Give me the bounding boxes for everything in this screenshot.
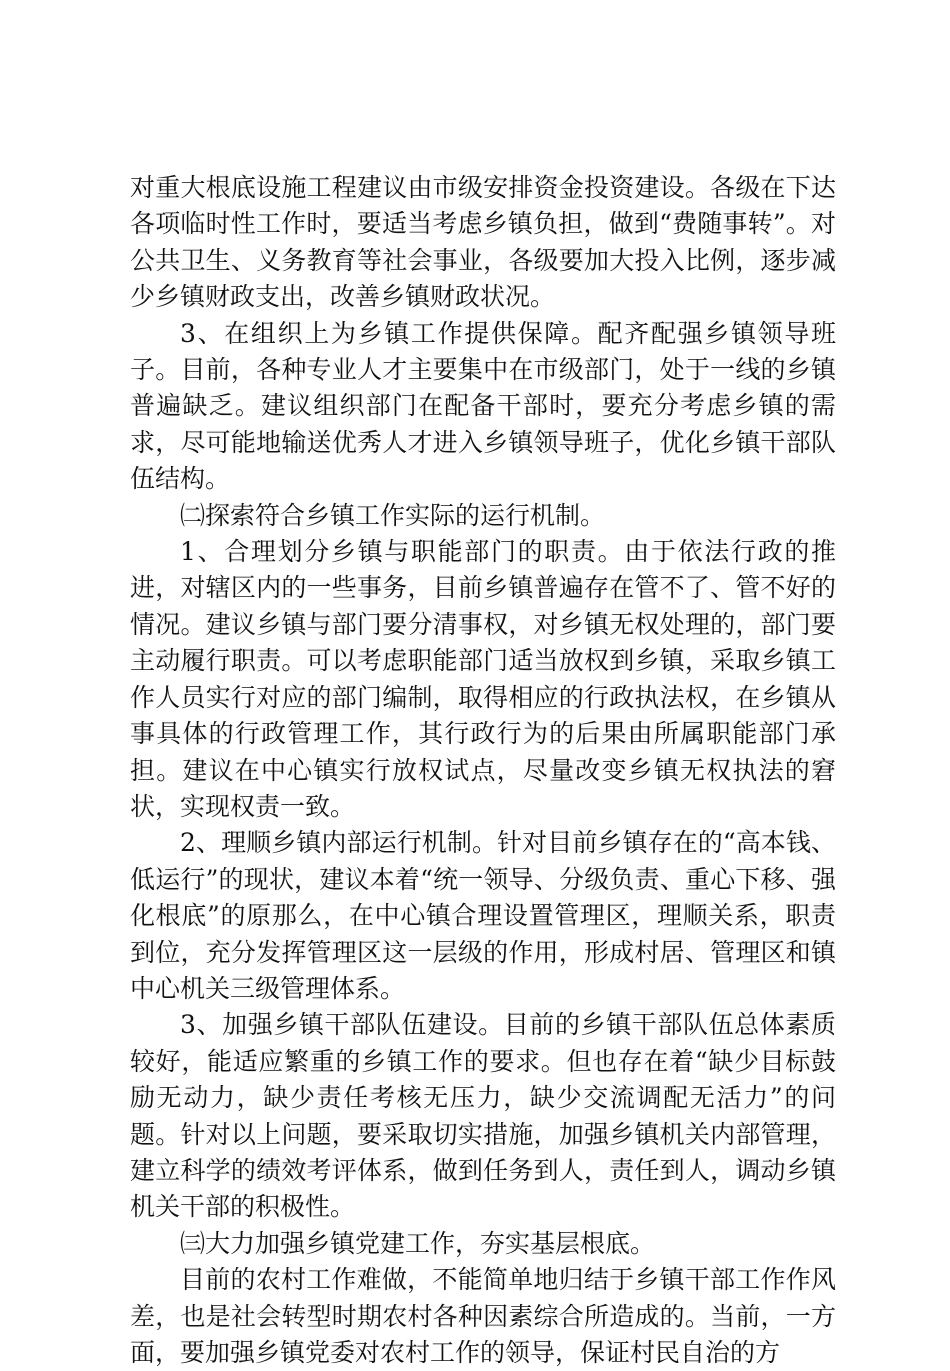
section-heading-3: ㈢大力加强乡镇党建工作，夯实基层根底。 bbox=[180, 1228, 656, 1258]
document-body bbox=[130, 170, 836, 1371]
paragraph-1: 对重大根底设施工程建议由市级安排资金投资建设。各级在下达各项临时性工作时，要适当考虑乡镇负担，做到“费随事转”。对公共卫生、义务教育等社会事业，各级要加大投入比例，逐步减少乡镇财政支出，改善乡镇财政状况。 bbox=[130, 173, 836, 312]
paragraph-4: 1、合理划分乡镇与职能部门的职责。由于依法行政的推进，对辖区内的一些事务，目前乡镇普遍存在管不了、管不好的情况。建议乡镇与部门要分清事权，对乡镇无权处理的，部门要主动履行职责。可以考虑职能部门适当放权到乡镇，采取乡镇工作人员实行对应的部门编制，取得相应的行政执法权，在乡镇从事具体的行政管理工作，其行政行为的后果由所属职能部门承担。建议在中心镇实行放权试点，尽量改变乡镇无权执法的窘状，实现权责一致。 bbox=[130, 537, 836, 821]
section-heading-2: ㈡探索符合乡镇工作实际的运行机制。 bbox=[180, 500, 606, 530]
paragraph-8: 目前的农村工作难做，不能简单地归结于乡镇干部工作作风差，也是社会转型时期农村各种因素综合所造成的。当前，一方面，要加强乡镇党委对农村工作的领导，保证村民自治的方 bbox=[130, 1265, 836, 1367]
paragraph-2: 3、在组织上为乡镇工作提供保障。配齐配强乡镇领导班子。目前，各种专业人才主要集中在市级部门，处于一线的乡镇普遍缺乏。建议组织部门在配备干部时，要充分考虑乡镇的需求，尽可能地输送优秀人才进入乡镇领导班子，优化乡镇干部队伍结构。 bbox=[130, 318, 836, 494]
paragraph-5: 2、理顺乡镇内部运行机制。针对目前乡镇存在的“高本钱、低运行”的现状，建议本着“统一领导、分级负责、重心下移、强化根底”的原那么，在中心镇合理设置管理区，理顺关系，职责到位，充分发挥管理区这一层级的作用，形成村居、管理区和镇中心机关三级管理体系。 bbox=[130, 828, 836, 1003]
paragraph-6: 3、加强乡镇干部队伍建设。目前的乡镇干部队伍总体素质较好，能适应繁重的乡镇工作的要求。但也存在着“缺少目标鼓励无动力，缺少责任考核无压力，缺少交流调配无活力”的问题。针对以上问题，要采取切实措施，加强乡镇机关内部管理，建立科学的绩效考评体系，做到任务到人，责任到人，调动乡镇机关干部的积极性。 bbox=[130, 1010, 836, 1222]
